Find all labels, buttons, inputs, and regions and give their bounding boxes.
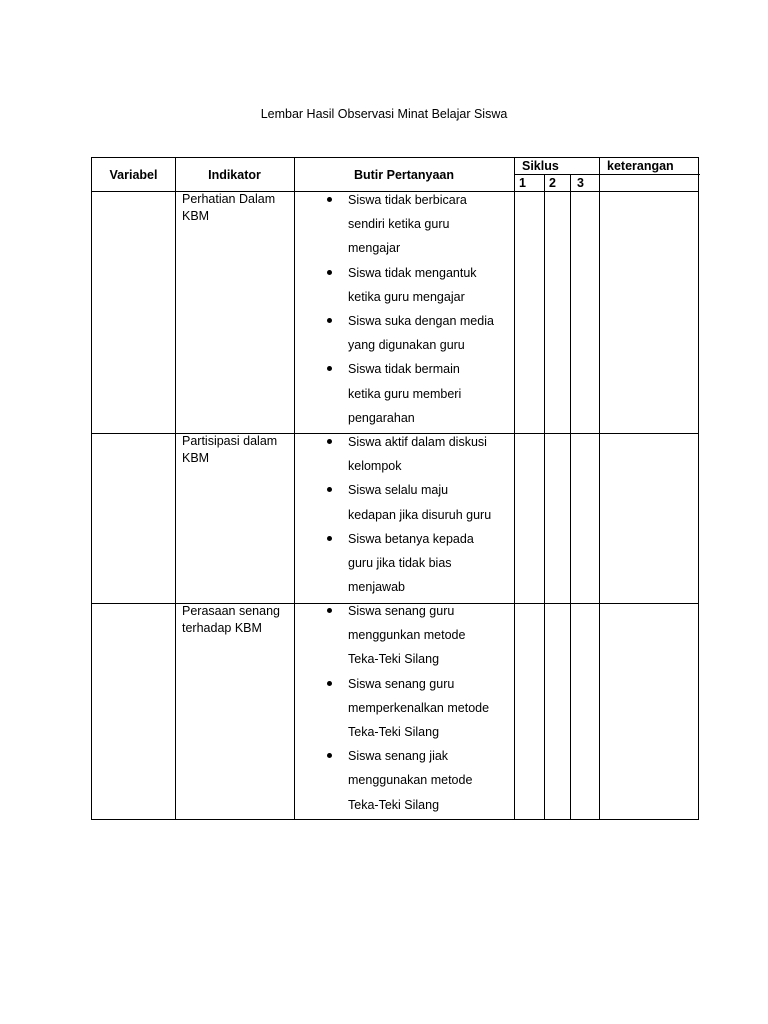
cell-indikator-2: Partisipasi dalam KBM	[182, 434, 278, 465]
header-variabel: Variabel	[109, 168, 158, 182]
header-siklus-3: 3	[577, 176, 584, 190]
page-title: Lembar Hasil Observasi Minat Belajar Siswa	[260, 107, 508, 121]
bullet-icon	[327, 536, 332, 541]
butir-item: Siswa tidak mengantuk ketika guru mengajar	[348, 261, 494, 309]
butir-list-1	[348, 188, 494, 430]
header-siklus: Siklus	[522, 159, 559, 173]
header-siklus-2: 2	[549, 176, 556, 190]
bullet-icon	[327, 439, 332, 444]
header-keterangan: keterangan	[607, 159, 674, 173]
butir-item: Siswa tidak berbicara sendiri ketika guru mengajar	[348, 188, 494, 261]
bullet-icon	[327, 487, 332, 492]
column-divider	[514, 158, 515, 819]
bullet-icon	[327, 197, 332, 202]
column-divider	[599, 158, 600, 819]
observation-table	[91, 157, 699, 820]
header-butir-pertanyaan: Butir Pertanyaan	[353, 168, 455, 182]
bullet-icon	[327, 608, 332, 613]
column-divider	[570, 174, 571, 819]
butir-item: Siswa suka dengan media yang digunakan guru	[348, 309, 494, 357]
bullet-icon	[327, 681, 332, 686]
butir-list-3	[348, 599, 489, 817]
bullet-icon	[327, 366, 332, 371]
row-divider	[514, 174, 700, 175]
butir-list-2	[348, 430, 491, 599]
header-siklus-1: 1	[519, 176, 526, 190]
column-divider	[294, 158, 295, 819]
butir-item: Siswa senang guru menggunkan metode Teka-Teki Silang	[348, 599, 489, 672]
butir-item: Siswa senang guru memperkenalkan metode Teka-Teki Silang	[348, 672, 489, 745]
butir-item: Siswa senang jiak menggunakan metode Teka-Teki Silang	[348, 744, 489, 817]
column-divider	[175, 158, 176, 819]
butir-item: Siswa tidak bermain ketika guru memberi pengarahan	[348, 357, 494, 430]
cell-indikator-3: Perasaan senang terhadap KBM	[182, 604, 280, 635]
bullet-icon	[327, 318, 332, 323]
header-indikator: Indikator	[208, 168, 261, 182]
bullet-icon	[327, 270, 332, 275]
cell-indikator-1: Perhatian Dalam KBM	[182, 192, 276, 223]
column-divider	[544, 174, 545, 819]
butir-item: Siswa aktif dalam diskusi kelompok	[348, 430, 491, 478]
butir-item: Siswa betanya kepada guru jika tidak bias menjawab	[348, 527, 491, 600]
bullet-icon	[327, 753, 332, 758]
butir-item: Siswa selalu maju kedapan jika disuruh guru	[348, 478, 491, 526]
